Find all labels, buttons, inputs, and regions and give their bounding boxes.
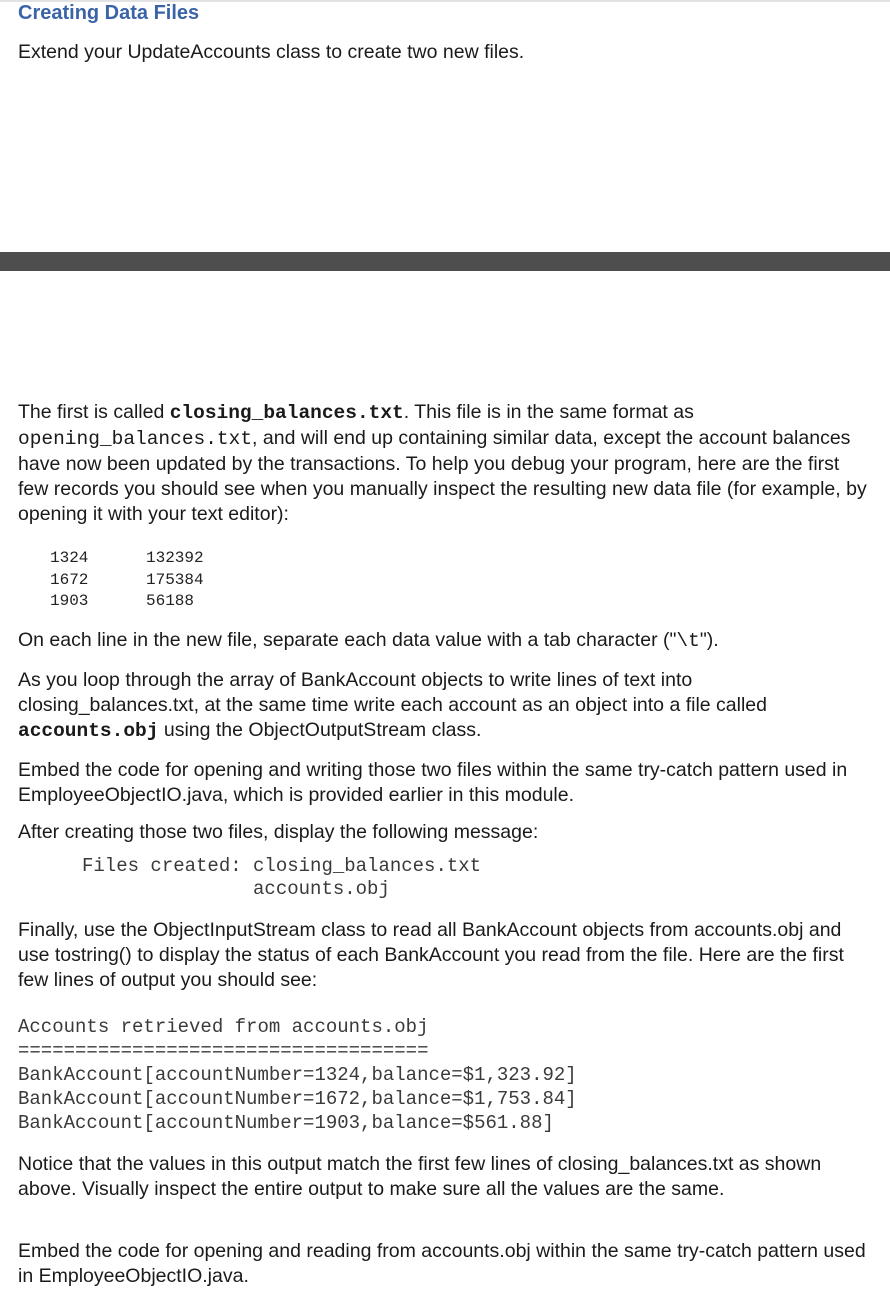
first-file-paragraph (18, 400, 868, 527)
section-divider (0, 252, 890, 271)
record-balance: 56188 (146, 592, 195, 610)
record-row (50, 548, 204, 570)
message-line: Files created: closing_balances.txt (82, 855, 482, 877)
tab-escape-code: \t (676, 630, 700, 652)
output-separator: ==================================== (18, 1040, 429, 1062)
output-line: BankAccount[accountNumber=1324,balance=$1,323.92] (18, 1064, 577, 1086)
record-balance: 175384 (146, 570, 204, 589)
intro-paragraph: Extend your UpdateAccounts class to create two new files. (18, 41, 525, 63)
expected-output (18, 1015, 577, 1135)
page-title: Creating Data Files (18, 2, 200, 24)
text: On each line in the new file, separate each data value with a tab character (" (18, 629, 677, 651)
text: . This file is in the same format as (403, 401, 694, 423)
record-row (50, 591, 204, 613)
accounts-obj-filename: accounts.obj (18, 720, 159, 742)
text: "). (699, 629, 719, 651)
record-balance: 132392 (146, 549, 204, 567)
closing-balances-filename: closing_balances.txt (169, 402, 404, 424)
text: using the ObjectOutputStream class. (158, 719, 482, 741)
message-line: accounts.obj (82, 878, 390, 900)
loop-paragraph (18, 668, 868, 744)
record-account: 1672 (50, 570, 89, 589)
output-line: BankAccount[accountNumber=1672,balance=$1,753.84] (18, 1088, 577, 1110)
finally-paragraph: Finally, use the ObjectInputStream class to read all BankAccount objects from accounts.obj and use tostring() to display the status of each BankAccount you read from the file. Here are the first few lines of output you should see: (18, 919, 844, 991)
record-account: 1903 (50, 592, 89, 610)
notice-paragraph: Notice that the values in this output match the first few lines of closing_balances.txt as shown above. Visually inspect the entire output to make sure all the values are the same. (18, 1153, 822, 1200)
text: The first is called (18, 401, 170, 423)
record-row (50, 570, 204, 592)
embed-write-paragraph: Embed the code for opening and writing those two files within the same try-catch pattern used in EmployeeObjectIO.java, which is provided earlier in this module. (18, 759, 848, 806)
output-line: BankAccount[accountNumber=1903,balance=$561.88] (18, 1112, 554, 1134)
sample-records (50, 548, 204, 613)
tab-separator-paragraph (18, 628, 868, 654)
embed-read-paragraph: Embed the code for opening and reading from accounts.obj within the same try-catch pattern used in EmployeeObjectIO.java. (18, 1240, 866, 1287)
files-created-message (82, 855, 481, 901)
record-account: 1324 (50, 549, 89, 567)
after-creating-paragraph: After creating those two files, display the following message: (18, 821, 539, 843)
opening-balances-filename: opening_balances.txt (18, 428, 253, 450)
output-header: Accounts retrieved from accounts.obj (18, 1016, 429, 1038)
text: , and will end up containing similar data, except the account balances have now been updated by the transactions. To help you debug your program, here are the first few records you should see when you manually inspect the resulting new data file (for example, by opening it with your text editor): (18, 427, 867, 525)
text: As you loop through the array of BankAccount objects to write lines of text into closing_balances.txt, at the same time write each account as an object into a file called (18, 669, 767, 716)
